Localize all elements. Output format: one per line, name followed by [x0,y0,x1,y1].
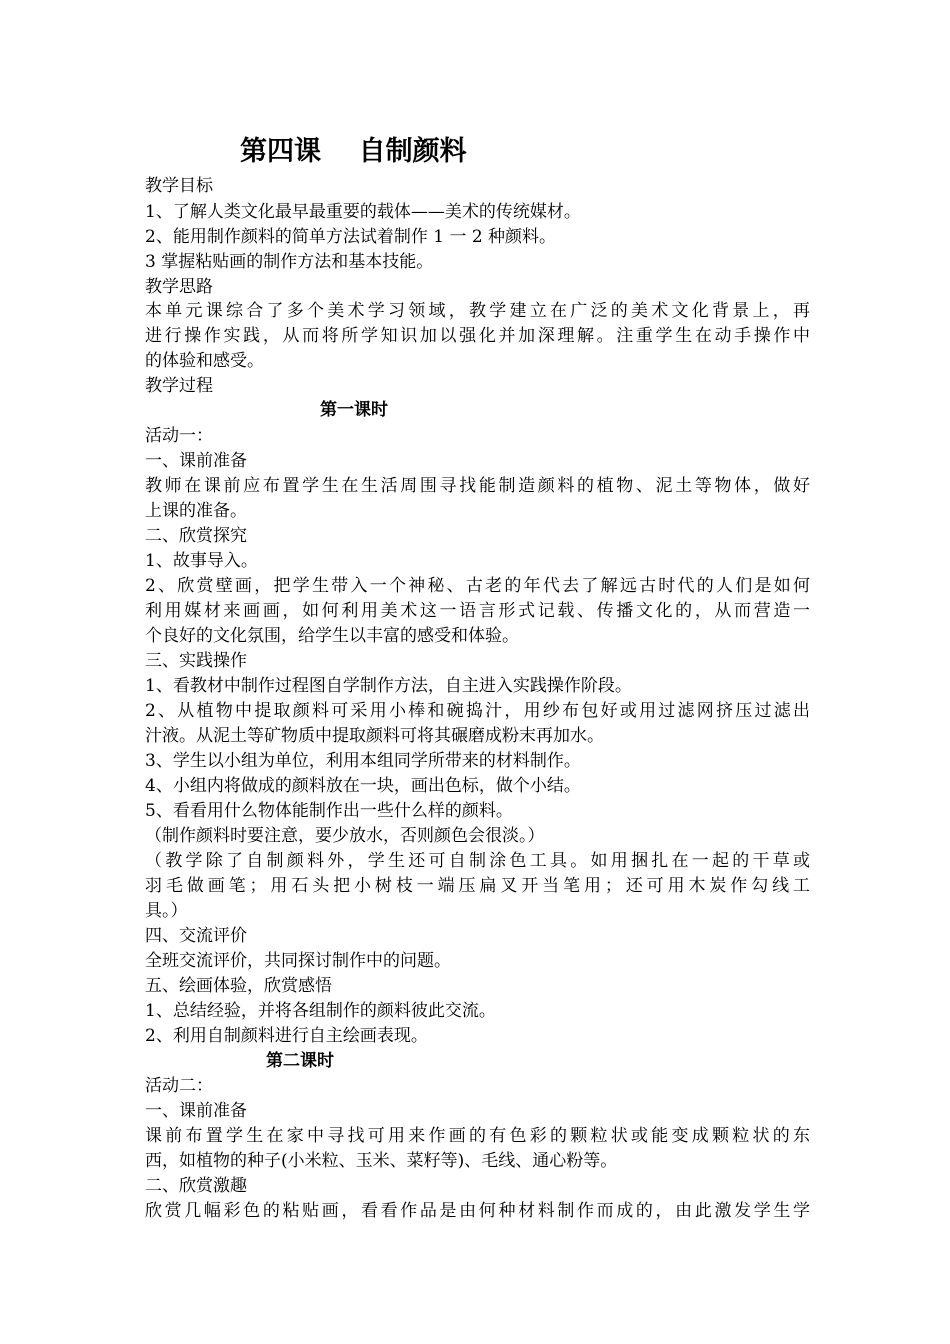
list-item: 5、看看用什么物体能制作出一些什么样的颜料。 [145,801,513,821]
section-heading-goals: 教学目标 [145,176,213,196]
paragraph-line: 课前布置学生在家中寻找可用来作画的有色彩的颗粒状或能变成颗粒状的东 [145,1126,810,1146]
step-heading: 五、绘画体验，欣赏感悟 [145,976,332,996]
note-line: 羽毛做画笔；用石头把小树枝一端压扁叉开当笔用；还可用木炭作勾线工 [145,876,810,896]
paragraph-line: 个良好的文化氛围，给学生以丰富的感受和体验。 [145,626,519,646]
list-item: 1、故事导入。 [145,551,258,571]
paragraph-line: 全班交流评价，共同探讨制作中的问题。 [145,951,451,971]
section-heading-approach: 教学思路 [145,277,213,297]
paragraph-line: 教师在课前应布置学生在生活周围寻找能制造颜料的植物、泥土等物体，做好 [145,476,810,496]
paragraph-line: 欣赏几幅彩色的粘贴画，看看作品是由何种材料制作而成的，由此激发学生学 [145,1201,810,1221]
goal-item-1: 1、了解人类文化最早最重要的载体——美术的传统媒材。 [145,202,581,222]
paragraph-line: 上课的准备。 [145,501,247,521]
list-item: 2、欣赏壁画，把学生带入一个神秘、古老的年代去了解远古时代的人们是如何 [145,576,810,596]
lesson-title: 第四课 自制颜料 [240,136,467,167]
activity-heading: 活动二： [145,1076,213,1096]
paragraph-line: 利用媒材来画画，如何利用美术这一语言形式记载、传播文化的，从而营造一 [145,601,810,621]
step-heading: 四、交流评价 [145,926,247,946]
list-item: 3、学生以小组为单位，利用本组同学所带来的材料制作。 [145,751,581,771]
activity-heading: 活动一： [145,426,213,446]
paragraph-line: 西，如植物的种子(小米粒、玉米、菜籽等)、毛线、通心粉等。 [145,1151,618,1171]
note-line: （制作颜料时要注意，要少放水，否则颜色会很淡。） [145,826,545,846]
period-heading-1: 第一课时 [320,400,388,420]
list-item: 1、总结经验，并将各组制作的颜料彼此交流。 [145,1001,496,1021]
list-item: 1、看教材中制作过程图自学制作方法，自主进入实践操作阶段。 [145,676,632,696]
section-heading-process: 教学过程 [145,376,213,396]
step-heading: 三、实践操作 [145,651,247,671]
list-item: 4、小组内将做成的颜料放在一块，画出色标，做个小结。 [145,776,581,796]
list-item: 2、从植物中提取颜料可采用小棒和碗捣汁，用纱布包好或用过滤网挤压过滤出 [145,701,810,721]
step-heading: 一、课前准备 [145,451,247,471]
goal-item-3: 3 掌握粘贴画的制作方法和基本技能。 [145,252,434,272]
goal-item-2: 2、能用制作颜料的简单方法试着制作 1 一 2 种颜料。 [145,227,557,247]
period-heading-2: 第二课时 [266,1051,334,1071]
list-item: 2、利用自制颜料进行自主绘画表现。 [145,1026,428,1046]
paragraph-line: 本单元课综合了多个美术学习领域，教学建立在广泛的美术文化背景上，再 [145,301,810,321]
paragraph-line: 汁液。从泥土等矿物质中提取颜料可将其碾磨成粉末再加水。 [145,726,604,746]
paragraph-line: 的体验和感受。 [145,351,264,371]
paragraph-line: 进行操作实践，从而将所学知识加以强化并加深理解。注重学生在动手操作中 [145,326,810,346]
step-heading: 二、欣赏激趣 [145,1176,247,1196]
note-line: （教学除了自制颜料外，学生还可自制涂色工具。如用捆扎在一起的干草或 [145,851,810,871]
step-heading: 二、欣赏探究 [145,526,247,546]
note-line: 具。） [145,901,188,921]
step-heading: 一、课前准备 [145,1101,247,1121]
